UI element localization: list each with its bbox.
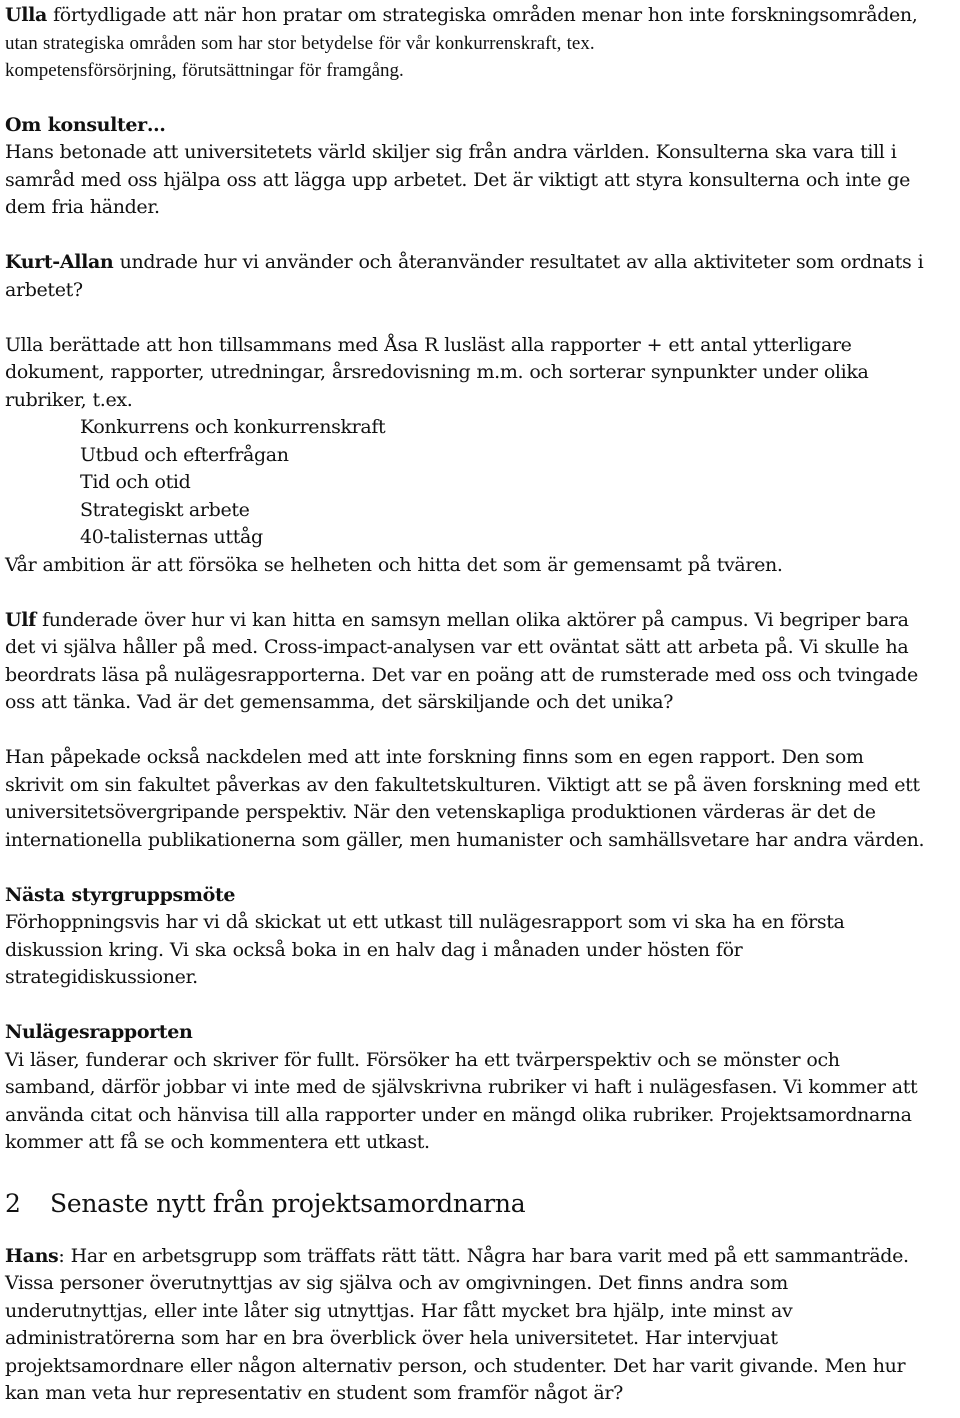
paragraph-line: beordrats läsa på nulägesrapporterna. Det var en poäng att de rumsterade med oss och tvingade	[5, 663, 918, 686]
topic-item: Utbud och efterfrågan	[80, 443, 289, 466]
section-status-report	[5, 1019, 960, 1157]
subheading-status-report: Nulägesrapporten	[5, 1021, 193, 1043]
paragraph-ulla-strategic	[5, 0, 960, 85]
paragraph-line	[5, 607, 960, 635]
paragraph-line: rubriker, t.ex.	[5, 388, 133, 411]
paragraph-line: Vår ambition är att försöka se helheten och hitta det som är gemensamt på tvären.	[5, 553, 783, 576]
paragraph-line: samråd med oss hjälpa oss att lägga upp arbetet. Det är viktigt att styra konsulterna och inte ge	[5, 168, 910, 191]
paragraph-line: använda citat och hänvisa till alla rapporter under en mängd olika rubriker. Projektsamordnarna	[5, 1103, 912, 1126]
paragraph-line: det vi själva håller på med. Cross-impact-analysen var ett oväntat sätt att arbeta på. Vi skulle ha	[5, 636, 909, 658]
paragraph-line: universitetsövergripande perspektiv. När den vetenskapliga produktionen värderas är det de	[5, 801, 876, 823]
paragraph-line: skrivit om sin fakultet påverkas av den fakultetskulturen. Viktigt att se på även forskning med ett	[5, 773, 920, 796]
paragraph-line: Vi läser, funderar och skriver för fullt. Försöker ha ett tvärperspektiv och se mönster och	[5, 1048, 840, 1071]
paragraph-text: förtydligade att när hon pratar om strategiska områden menar hon inte forskningsområden,	[46, 4, 918, 26]
paragraph-line: dokument, rapporter, utredningar, årsredovisning m.m. och sorterar synpunkter under olika	[5, 361, 869, 383]
paragraph-line: kommer att få se och kommentera ett utkast.	[5, 1131, 430, 1153]
topic-item: Strategiskt arbete	[80, 498, 250, 521]
paragraph-line: Han påpekade också nackdelen med att inte forskning finns som en egen rapport. Den som	[5, 746, 864, 768]
paragraph-line: Hans betonade att universitetets värld skiljer sig från andra världen. Konsulterna ska vara till i	[5, 141, 897, 163]
speaker-name: Hans	[5, 1244, 59, 1267]
paragraph-research-note	[5, 744, 960, 854]
paragraph-line: arbetet?	[5, 278, 83, 301]
paragraph-line: strategidiskussioner.	[5, 966, 198, 988]
speaker-name: Kurt-Allan	[5, 251, 114, 273]
paragraph-text: undrade hur vi använder och återanvänder resultatet av alla aktiviteter som ordnats i	[113, 251, 924, 273]
paragraph-line: underutnyttjas, eller inte låter sig utnyttjas. Har fått mycket bra hjälp, inte minst av	[5, 1299, 793, 1322]
paragraph-line: Förhoppningsvis har vi då skickat ut ett utkast till nulägesrapport som vi ska ha en första	[5, 911, 845, 933]
paragraph-line: samband, därför jobbar vi inte med de självskrivna rubriker vi haft i nulägesfasen. Vi kommer att	[5, 1076, 918, 1098]
subheading-consultants: Om konsulter…	[5, 113, 166, 136]
paragraph-text: : Har en arbetsgrupp som träffats rätt tätt. Några har bara varit med på ett sammanträde.	[58, 1244, 909, 1267]
topic-item: Konkurrens och konkurrenskraft	[80, 416, 386, 438]
paragraph-line: Ulla berättade att hon tillsammans med Åsa R lusläst alla rapporter + ett antal ytterligare	[5, 333, 852, 356]
paragraph-ulf	[5, 607, 960, 717]
paragraph-line: kan man veta hur representativ en student som framför något är?	[5, 1382, 623, 1404]
paragraph-line: oss att tänka. Vad är det gemensamma, det särskiljande och det unika?	[5, 691, 674, 713]
paragraph-line: dem fria händer.	[5, 196, 160, 218]
paragraph-kurt-allan	[5, 249, 960, 304]
paragraph-line: internationella publikationerna som gäller, men humanister och samhällsvetare har andra värden.	[5, 828, 925, 851]
document-page	[5, 0, 960, 1408]
paragraph-line	[5, 2, 960, 30]
paragraph-line: projektsamordnare eller någon alternativ person, och studenter. Det har varit givande. Men hur	[5, 1354, 906, 1377]
section-title: Senaste nytt från projektsamordnarna	[50, 1188, 526, 1218]
section-next-meeting	[5, 882, 960, 992]
speaker-name: Ulf	[5, 608, 36, 631]
topic-item: Tid och otid	[80, 471, 191, 493]
topic-item: 40-talisternas uttåg	[80, 526, 263, 548]
topic-list	[5, 414, 960, 552]
paragraph-line: utan strategiska områden som har stor betydelse för vår konkurrenskraft, tex.	[5, 32, 595, 54]
paragraph-line: kompetensförsörjning, förutsättningar för framgång.	[5, 60, 404, 81]
paragraph-line: administratörerna som har en bra överblick över hela universitetet. Har intervjuat	[5, 1327, 778, 1349]
section-heading	[5, 1187, 960, 1221]
paragraph-line: Vissa personer överutnyttjas av sig själva och av omgivningen. Det finns andra som	[5, 1272, 788, 1294]
section-number: 2	[5, 1188, 21, 1218]
section-consultants	[5, 112, 960, 222]
paragraph-ulla-reports	[5, 332, 960, 580]
speaker-name: Ulla	[5, 4, 47, 26]
paragraph-line	[5, 1243, 960, 1271]
paragraph-text: funderade över hur vi kan hitta en samsyn mellan olika aktörer på campus. Vi begriper bara	[35, 608, 909, 631]
paragraph-line: diskussion kring. Vi ska också boka in en halv dag i månaden under hösten för	[5, 938, 743, 961]
paragraph-hans	[5, 1243, 960, 1408]
paragraph-line	[5, 249, 960, 277]
subheading-next-meeting: Nästa styrgruppsmöte	[5, 883, 236, 906]
